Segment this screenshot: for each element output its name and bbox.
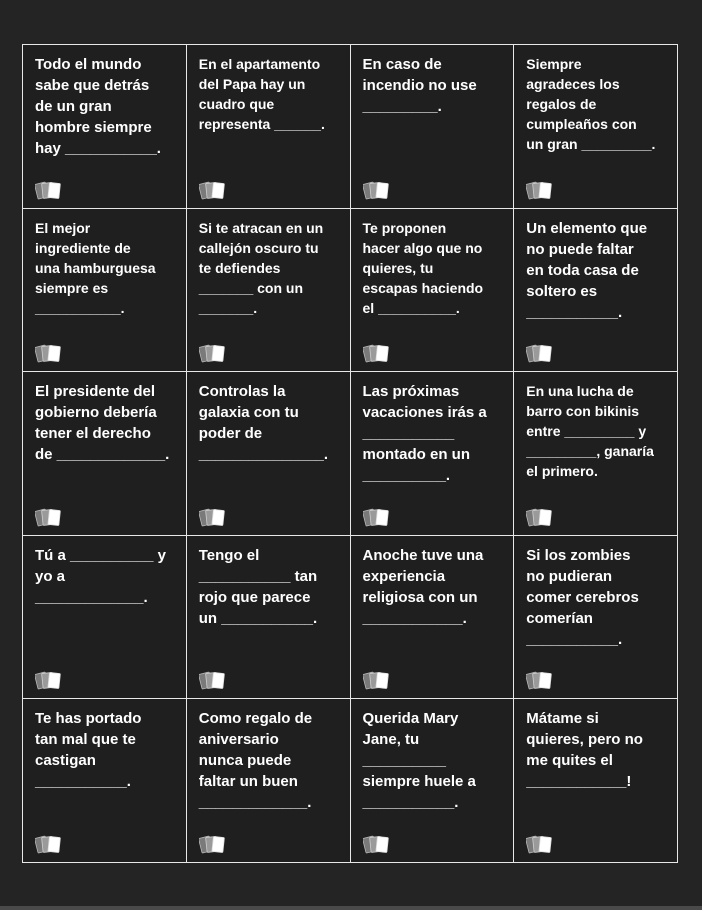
card (514, 372, 678, 536)
card (514, 699, 678, 863)
card-text: Siempre agradeces los regalos de cumpleaños con un gran _________. (526, 56, 656, 152)
card-deck-icon (526, 670, 556, 690)
card (351, 45, 515, 209)
card-deck-icon (363, 343, 393, 363)
card-deck-icon (199, 834, 229, 854)
card (351, 536, 515, 700)
card-deck-icon (35, 343, 65, 363)
card-text: Tengo el ___________ tan rojo que parece un ___________. (198, 546, 318, 627)
card-text: Tú a __________ y yo a _____________. (35, 546, 166, 606)
card-deck-icon (35, 180, 65, 200)
card (351, 699, 515, 863)
card (187, 209, 351, 373)
card (351, 372, 515, 536)
card-text: Si te atracan en un callejón oscuro tu te defiendes _______ con un _______. (198, 219, 324, 316)
card-deck-icon (199, 507, 229, 527)
card (514, 45, 678, 209)
card (351, 209, 515, 373)
card-text: Controlas la galaxia con tu poder de _______________. (198, 383, 329, 464)
card-deck-icon (199, 670, 229, 690)
card (23, 699, 187, 863)
card (514, 536, 678, 700)
card-grid (22, 44, 678, 863)
card (23, 536, 187, 700)
card-deck-icon (526, 507, 556, 527)
card-deck-icon (35, 507, 65, 527)
card-deck-icon (199, 343, 229, 363)
card-deck-icon (363, 670, 393, 690)
card-text: En caso de incendio no use _________. (362, 56, 477, 115)
bottom-bar (0, 906, 702, 910)
card-deck-icon (363, 507, 393, 527)
card-text: Anoche tuve una experiencia religiosa con un ____________. (362, 546, 484, 627)
card-deck-icon (526, 343, 556, 363)
card-text: Querida Mary Jane, tu __________ siempre huele a ___________. (362, 710, 476, 812)
card-deck-icon (363, 834, 393, 854)
card (187, 536, 351, 700)
card-deck-icon (526, 834, 556, 854)
card-text: Todo el mundo sabe que detrás de un gran hombre siempre hay ___________. (35, 56, 161, 157)
card-text: En una lucha de barro con bikinis entre _________ y _________, ganaría el primero. (526, 383, 654, 480)
card-text: Un elemento que no puede faltar en toda casa de soltero es ___________. (526, 219, 648, 321)
card-text: Mátame si quieres, pero no me quites el ____________! (526, 710, 643, 791)
card (23, 372, 187, 536)
card-deck-icon (363, 180, 393, 200)
card-text: El mejor ingrediente de una hamburguesa siempre es ___________. (35, 219, 156, 316)
card-text: Te has portado tan mal que te castigan ___________. (35, 710, 142, 791)
card-text: En el apartamento del Papa hay un cuadro que representa ______. (198, 56, 325, 132)
card-text: Si los zombies no pudieran comer cerebros comerían ___________. (526, 546, 639, 648)
card-text: El presidente del gobierno debería tener el derecho de _____________. (35, 383, 170, 464)
card (187, 45, 351, 209)
card (514, 209, 678, 373)
card-deck-icon (35, 670, 65, 690)
card-text: Como regalo de aniversario nunca puede faltar un buen _____________. (198, 710, 313, 812)
card-deck-icon (35, 834, 65, 854)
card (23, 209, 187, 373)
card-text: Te proponen hacer algo que no quieres, tu escapas haciendo el __________. (362, 219, 484, 316)
card-deck-icon (199, 180, 229, 200)
card-deck-icon (526, 180, 556, 200)
card (187, 372, 351, 536)
card (187, 699, 351, 863)
card (23, 45, 187, 209)
card-text: Las próximas vacaciones irás a ___________ montado en un __________. (362, 383, 487, 485)
